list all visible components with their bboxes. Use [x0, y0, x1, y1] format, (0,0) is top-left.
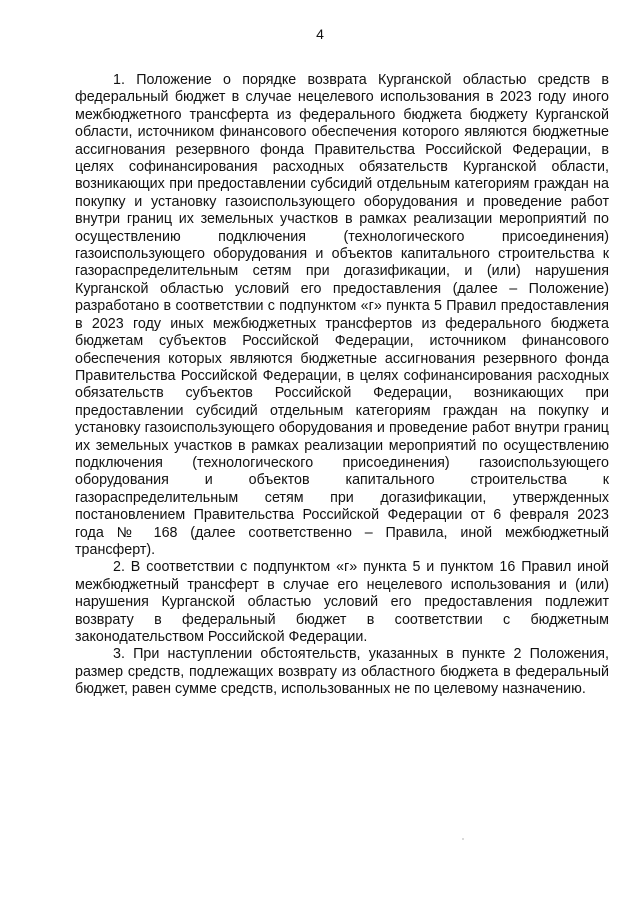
- paragraph-1: 1. Положение о порядке возврата Курганской областью средств в федеральный бюджет в случае нецелевого использования в 2023 году иного межбюджетного трансферта из федерального бюджета бюджету Курганской области, источником финансового обеспечения которого являются бюджетные ассигнования резервного фонда Правительства Российской Федерации, в целях софинансирования расходных обязательств Курганской области, возникающих при предоставлении субсидий отдельным категориям граждан на покупку и установку газоиспользующего оборудования и проведение работ внутри границ их земельных участков в рамках реализации мероприятий по осуществлению подключения (технологического присоединения) газоиспользующего оборудования и объектов капитального строительства к газораспределительным сетям при догазификации, и (или) нарушения Курганской областью условий его предоставления (далее – Положение) разработано в соответствии с подпунктом «г» пункта 5 Правил предоставления в 2023 году иных межбюджетных трансфертов из федерального бюджета бюджетам субъектов Российской Федерации, источником финансового обеспечения которых являются бюджетные ассигнования резервного фонда Правительства Российской Федерации, в целях софинансирования расходных обязательств субъектов Российской Федерации, возникающих при предоставлении субсидий отдельным категориям граждан на покупку и установку газоиспользующего оборудования и проведение работ внутри границ их земельных участков в рамках реализации мероприятий по осуществлению подключения (технологического присоединения) газоиспользующего оборудования и объектов капитального строительства к газораспределительным сетям при догазификации, утвержденных постановлением Правительства Российской Федерации от 6 февраля 2023 года № 168 (далее соответственно – Правила, иной межбюджетный трансферт).: [75, 72, 609, 558]
- document-body: [75, 72, 609, 699]
- paragraph-3: 3. При наступлении обстоятельств, указанных в пункте 2 Положения, размер средств, подлежащих возврату из областного бюджета в федеральный бюджет, равен сумме средств, использованных не по целевому назначению.: [75, 646, 609, 698]
- scan-artifact: [462, 838, 464, 840]
- page-number: 4: [316, 26, 324, 42]
- paragraph-2: 2. В соответствии с подпунктом «г» пункта 5 и пунктом 16 Правил иной межбюджетный трансферт в случае его нецелевого использования и (или) нарушения Курганской областью условий его предоставления подлежит возврату в федеральный бюджет в соответствии с бюджетным законодательством Российской Федерации.: [75, 559, 609, 645]
